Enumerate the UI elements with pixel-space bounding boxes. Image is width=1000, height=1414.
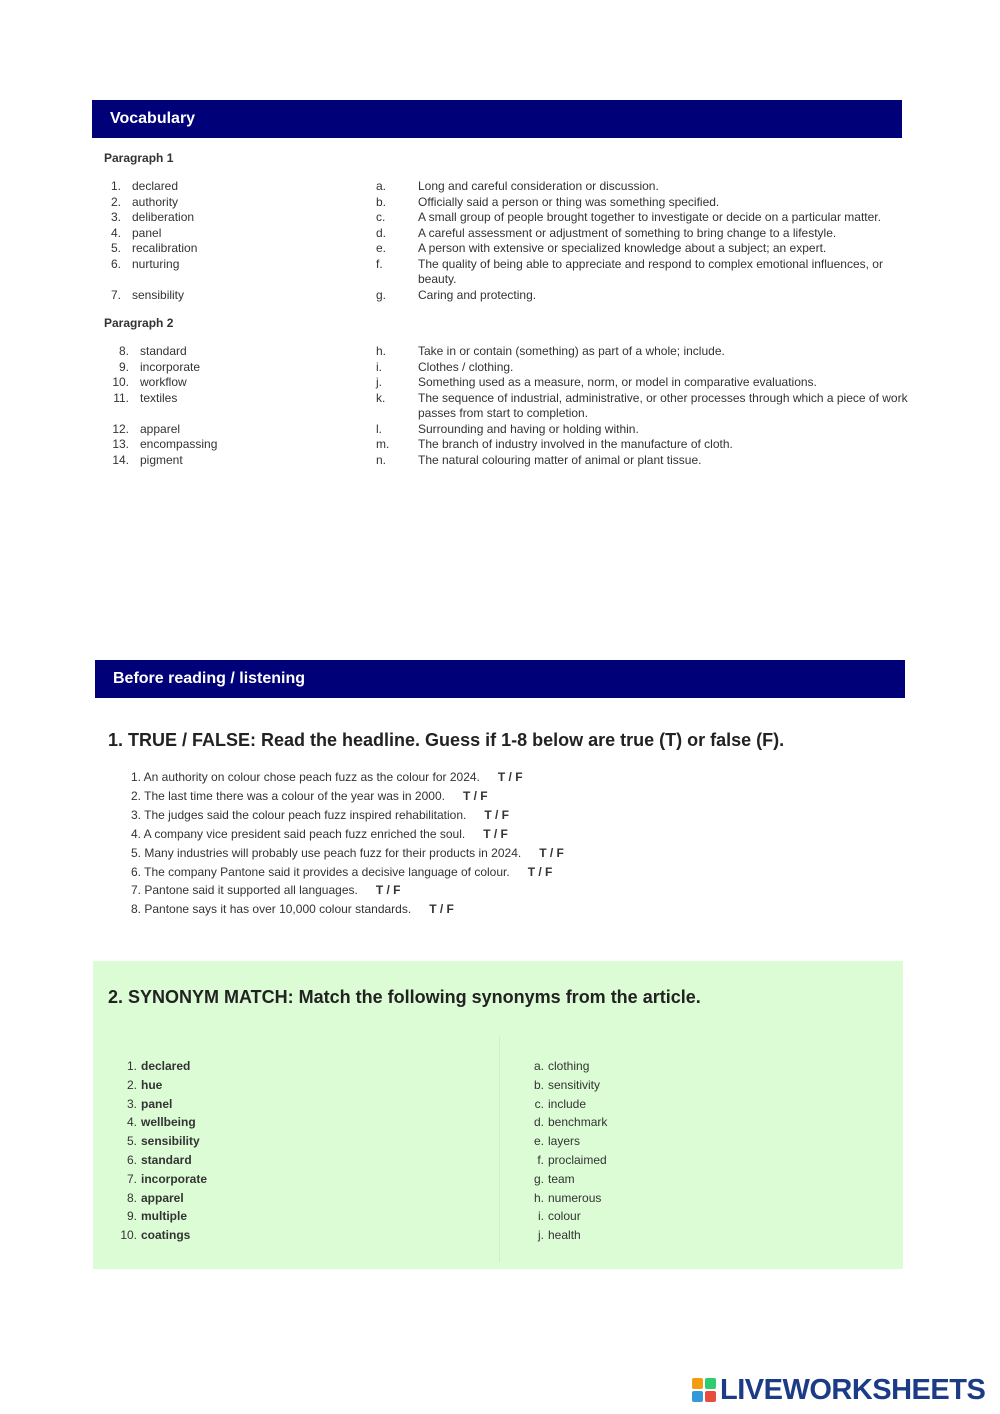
- tf-answer-choice[interactable]: T / F: [483, 826, 508, 841]
- vocab-definition: The branch of industry involved in the manufacture of cloth.: [418, 437, 733, 451]
- true-false-item: [118, 789, 488, 803]
- vocab-letter: c.: [376, 210, 386, 224]
- paragraph-2-label: Paragraph 2: [104, 316, 174, 330]
- tf-statement: Pantone said it supported all languages.: [144, 883, 358, 898]
- synonym-right-letter: d.: [533, 1115, 544, 1130]
- tf-answer-choice[interactable]: T / F: [527, 864, 553, 879]
- synonym-right-item: [530, 1153, 607, 1167]
- vocab-number: 4.: [110, 225, 121, 240]
- synonym-match-heading: 2. SYNONYM MATCH: Match the following synonyms from the article.: [108, 987, 701, 1007]
- synonym-left-word: sensibility: [141, 1134, 200, 1149]
- vocab-number: 14.: [112, 452, 129, 467]
- tf-statement: The last time there was a colour of the year was in 2000.: [144, 788, 445, 803]
- tf-answer-choice[interactable]: T / F: [429, 902, 454, 917]
- synonym-left-number: 6.: [126, 1153, 137, 1167]
- synonym-left-number: 9.: [126, 1209, 137, 1224]
- vocab-word: deliberation: [132, 210, 195, 224]
- synonym-right-letter: e.: [533, 1134, 544, 1149]
- synonym-left-number: 4.: [126, 1115, 137, 1130]
- true-false-item: [118, 846, 564, 860]
- synonym-column-divider: [499, 1036, 500, 1262]
- tf-answer-choice[interactable]: T / F: [375, 883, 401, 898]
- synonym-right-letter: h.: [533, 1190, 544, 1205]
- vocab-number: 13.: [112, 437, 129, 451]
- tf-number: 1.: [130, 770, 141, 784]
- synonym-right-word: sensitivity: [548, 1077, 601, 1092]
- vocab-letter: j.: [376, 375, 382, 389]
- vocab-definition: The quality of being able to appreciate and respond to complex emotional influences, or beauty.: [418, 256, 883, 286]
- tf-number: 7.: [130, 883, 141, 898]
- synonym-left-number: 3.: [126, 1096, 137, 1111]
- synonym-left-number: 1.: [126, 1059, 137, 1073]
- vocab-word: panel: [132, 225, 162, 240]
- synonym-left-word: hue: [141, 1077, 163, 1092]
- vocab-number: 1.: [110, 179, 121, 193]
- vocab-definition: Surrounding and having or holding within.: [418, 421, 639, 436]
- synonym-right-word: layers: [548, 1134, 581, 1149]
- true-false-item: [118, 827, 508, 841]
- synonym-left-number: 2.: [126, 1077, 137, 1092]
- synonym-right-word: proclaimed: [548, 1153, 607, 1167]
- vocab-definition: Caring and protecting.: [418, 288, 537, 302]
- tf-number: 8.: [130, 902, 141, 917]
- vocab-number: 3.: [110, 210, 121, 224]
- vocab-number: 2.: [110, 194, 121, 209]
- synonym-right-letter: g.: [533, 1171, 544, 1186]
- liveworksheets-logo-icon: [692, 1378, 716, 1402]
- synonym-left-word: apparel: [141, 1190, 184, 1205]
- tf-answer-choice[interactable]: T / F: [462, 788, 488, 803]
- true-false-item: [118, 865, 552, 879]
- synonym-left-item: [115, 1191, 184, 1205]
- synonym-right-item: [530, 1078, 600, 1092]
- vocab-letter: n.: [376, 452, 387, 467]
- vocab-definition: Take in or contain (something) as part of a whole; include.: [418, 344, 725, 358]
- vocab-letter: k.: [376, 390, 386, 405]
- true-false-item: [118, 808, 509, 822]
- vocab-number: 11.: [113, 390, 129, 405]
- vocab-number: 12.: [112, 421, 129, 436]
- synonym-right-word: team: [548, 1171, 575, 1186]
- true-false-item: [118, 770, 523, 784]
- vocab-letter: a.: [376, 179, 387, 193]
- vocab-definition: A careful assessment or adjustment of something to bring change to a lifestyle.: [418, 225, 837, 240]
- vocab-letter: d.: [376, 225, 387, 240]
- vocab-word: authority: [132, 194, 179, 209]
- tf-number: 6.: [130, 864, 141, 879]
- synonym-left-word: panel: [141, 1096, 173, 1111]
- synonym-right-item: [530, 1134, 580, 1148]
- synonym-left-item: [115, 1097, 172, 1111]
- synonym-right-letter: b.: [533, 1077, 544, 1092]
- vocab-letter: g.: [376, 288, 387, 302]
- tf-answer-choice[interactable]: T / F: [484, 807, 509, 822]
- paragraph-1-label: Paragraph 1: [104, 151, 174, 165]
- tf-statement: The company Pantone said it provides a decisive language of colour.: [144, 864, 510, 879]
- synonym-right-word: clothing: [548, 1059, 590, 1073]
- synonym-right-item: [530, 1191, 601, 1205]
- synonym-right-word: health: [548, 1228, 581, 1243]
- before-reading-banner: Before reading / listening: [95, 660, 905, 698]
- tf-statement: The judges said the colour peach fuzz inspired rehabilitation.: [144, 807, 467, 822]
- vocab-definition: Clothes / clothing.: [418, 359, 514, 374]
- synonym-left-item: [115, 1078, 162, 1092]
- synonym-left-item: [115, 1115, 196, 1129]
- synonym-left-number: 7.: [126, 1171, 137, 1186]
- synonym-left-item: [115, 1153, 192, 1167]
- synonym-right-letter: c.: [534, 1096, 544, 1111]
- synonym-right-letter: j.: [538, 1228, 544, 1243]
- vocab-word: textiles: [140, 390, 178, 405]
- synonym-right-word: numerous: [548, 1190, 602, 1205]
- synonym-left-number: 10.: [120, 1228, 137, 1243]
- synonym-left-item: [115, 1059, 190, 1073]
- vocab-word: apparel: [140, 421, 181, 436]
- vocab-letter: i.: [376, 359, 382, 374]
- vocab-number: 8.: [118, 344, 129, 358]
- tf-statement: A company vice president said peach fuzz enriched the soul.: [143, 826, 466, 841]
- tf-statement: Pantone says it has over 10,000 colour standards.: [144, 902, 412, 917]
- vocab-definition: The sequence of industrial, administrative, or other processes through which a piece of work passes from start to completion.: [418, 390, 908, 420]
- synonym-right-item: [530, 1172, 575, 1186]
- synonym-left-item: [115, 1209, 187, 1223]
- vocab-word: recalibration: [132, 241, 198, 255]
- vocab-word: workflow: [140, 375, 187, 389]
- synonym-left-word: standard: [141, 1153, 192, 1167]
- synonym-left-item: [115, 1172, 207, 1186]
- true-false-item: [118, 902, 454, 916]
- synonym-left-word: incorporate: [141, 1171, 208, 1186]
- synonym-right-word: colour: [548, 1209, 581, 1224]
- synonym-right-letter: f.: [537, 1153, 544, 1167]
- vocab-number: 6.: [110, 256, 121, 271]
- vocab-letter: e.: [376, 241, 387, 255]
- synonym-right-word: benchmark: [548, 1115, 608, 1130]
- vocab-definition: The natural colouring matter of animal or plant tissue.: [418, 452, 702, 467]
- synonym-left-number: 8.: [126, 1190, 137, 1205]
- tf-number: 5.: [130, 845, 141, 860]
- vocab-letter: f.: [376, 256, 383, 271]
- tf-statement: Many industries will probably use peach fuzz for their products in 2024.: [144, 845, 522, 860]
- liveworksheets-logo-text: LIVEWORKSHEETS: [720, 1373, 986, 1406]
- true-false-item: [118, 883, 401, 897]
- vocab-letter: b.: [376, 194, 387, 209]
- vocab-word: pigment: [140, 452, 183, 467]
- synonym-right-item: [530, 1115, 607, 1129]
- vocab-definition: A person with extensive or specialized knowledge about a subject; an expert.: [418, 241, 827, 255]
- tf-answer-choice[interactable]: T / F: [539, 845, 564, 860]
- synonym-right-item: [530, 1097, 586, 1111]
- vocab-definition: Long and careful consideration or discussion.: [418, 179, 659, 193]
- vocab-word: nurturing: [132, 256, 180, 271]
- vocab-word: standard: [140, 344, 187, 358]
- synonym-right-word: include: [548, 1096, 587, 1111]
- vocab-letter: h.: [376, 344, 387, 358]
- vocabulary-banner: Vocabulary: [92, 100, 902, 138]
- tf-number: 2.: [130, 788, 141, 803]
- vocab-definition: Something used as a measure, norm, or model in comparative evaluations.: [418, 375, 817, 389]
- synonym-left-item: [115, 1134, 200, 1148]
- vocab-number: 7.: [110, 288, 121, 302]
- vocab-number: 10.: [112, 375, 129, 389]
- vocab-definition: Officially said a person or thing was something specified.: [418, 194, 720, 209]
- tf-statement: An authority on colour chose peach fuzz as the colour for 2024.: [143, 770, 480, 784]
- synonym-left-word: declared: [141, 1059, 191, 1073]
- synonym-left-item: [115, 1228, 190, 1242]
- vocab-number: 5.: [110, 241, 121, 255]
- synonym-left-word: multiple: [141, 1209, 188, 1224]
- tf-number: 4.: [130, 826, 141, 841]
- vocab-word: sensibility: [132, 288, 185, 302]
- vocab-number: 9.: [118, 359, 129, 374]
- vocab-letter: l.: [376, 421, 382, 436]
- synonym-left-number: 5.: [126, 1134, 137, 1149]
- synonym-left-word: coatings: [141, 1228, 191, 1243]
- true-false-heading: 1. TRUE / FALSE: Read the headline. Guess if 1-8 below are true (T) or false (F).: [108, 730, 785, 750]
- vocab-letter: m.: [376, 437, 390, 451]
- synonym-right-item: [530, 1228, 581, 1242]
- synonym-right-item: [530, 1059, 589, 1073]
- liveworksheets-logo[interactable]: [692, 1374, 985, 1406]
- vocab-word: incorporate: [140, 359, 201, 374]
- synonym-right-letter: i.: [538, 1209, 544, 1224]
- vocab-definition: A small group of people brought together to investigate or decide on a particular matter.: [418, 210, 881, 224]
- tf-answer-choice[interactable]: T / F: [497, 770, 523, 784]
- synonym-right-letter: a.: [533, 1059, 544, 1073]
- tf-number: 3.: [130, 807, 141, 822]
- vocab-word: encompassing: [140, 437, 218, 451]
- vocab-word: declared: [132, 179, 179, 193]
- synonym-right-item: [530, 1209, 581, 1223]
- synonym-left-word: wellbeing: [141, 1115, 196, 1130]
